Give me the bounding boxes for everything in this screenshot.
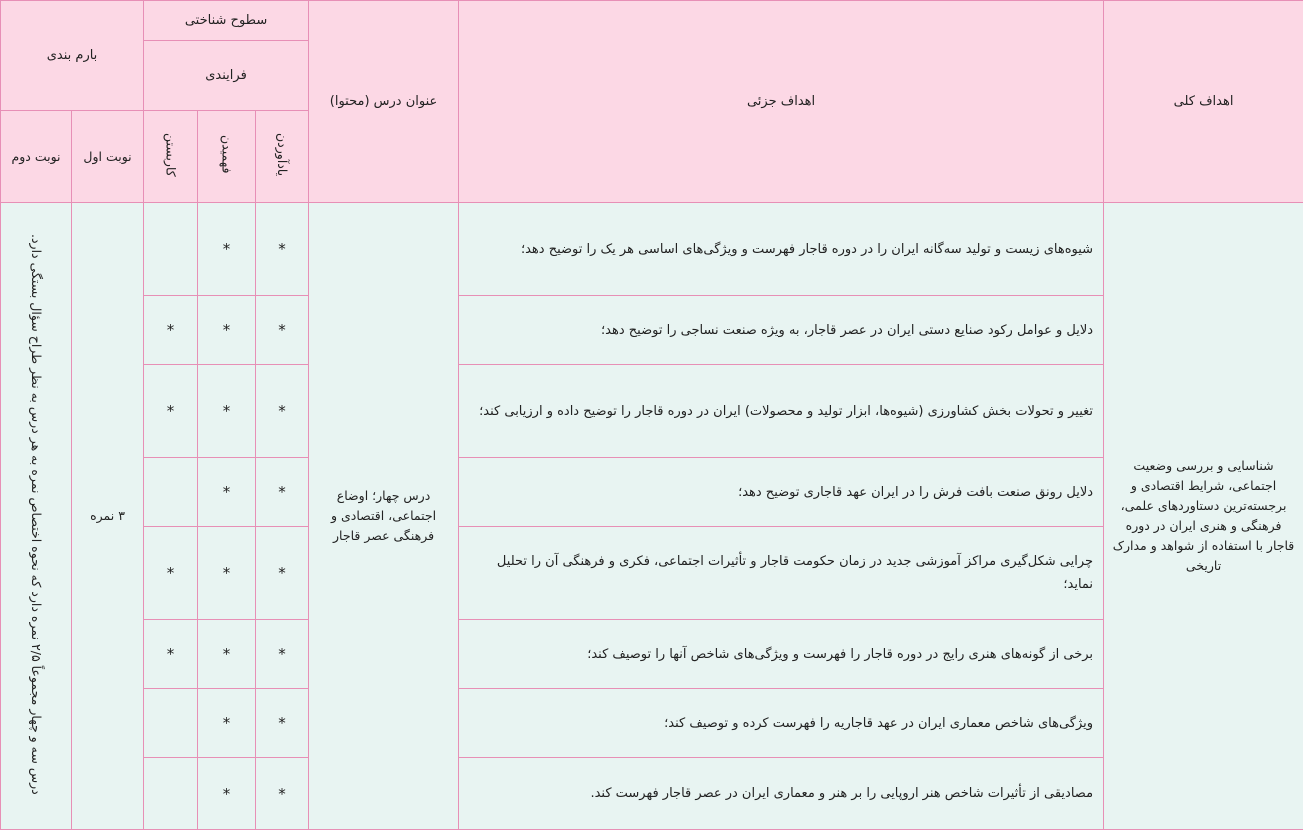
- general-goals-header: اهداف کلی: [1104, 1, 1303, 203]
- objective-8: مصادیقی از تأثیرات شاخص هنر اروپایی را بر هنر و معماری ایران در عصر قاجار فهرست کند.: [459, 758, 1104, 830]
- lesson-cell: درس چهار؛ اوضاع اجتماعی، اقتصادی و فرهنگی عصر قاجار: [309, 203, 459, 830]
- understand-mark-3: *: [198, 365, 256, 458]
- cognitive-levels-header: سطوح شناختی: [144, 1, 309, 41]
- apply-mark-4: [144, 458, 198, 527]
- understand-header: [198, 111, 256, 203]
- second-term-header: نوبت دوم: [1, 111, 72, 203]
- understand-mark-2: *: [198, 296, 256, 365]
- first-term-header: نوبت اول: [72, 111, 144, 203]
- objective-3: تغییر و تحولات بخش کشاورزی (شیوه‌ها، ابزار تولید و محصولات) ایران در دوره قاجار را توضیح داده و ارزیابی کند؛: [459, 365, 1104, 458]
- general-goal-cell: شناسایی و بررسی وضعیت اجتماعی، شرایط اقتصادی و برجسته‌ترین دستاوردهای علمی، فرهنگی و هنری ایران در دوره قاجار با استفاده از شواهد و مدارک تاریخی: [1104, 203, 1303, 830]
- remember-mark-3: *: [256, 365, 309, 458]
- apply-label: کاربستن: [163, 132, 179, 177]
- understand-mark-7: *: [198, 689, 256, 758]
- remember-mark-6: *: [256, 620, 309, 689]
- remember-mark-7: *: [256, 689, 309, 758]
- understand-mark-1: *: [198, 203, 256, 296]
- understand-mark-4: *: [198, 458, 256, 527]
- understand-mark-8: *: [198, 758, 256, 830]
- apply-mark-7: [144, 689, 198, 758]
- second-term-note: درس سه و چهار مجموعاً ۲/۵ نمره دارد که نحوه اختصاص نمره به هر درس به نظر طراح سؤال بستگی دارد.: [29, 233, 44, 795]
- objective-5: چرایی شکل‌گیری مراکز آموزشی جدید در زمان حکومت قاجار و تأثیرات اجتماعی، فکری و فرهنگی آن را تحلیل نماید؛: [459, 527, 1104, 620]
- sub-goals-header: اهداف جزئی: [459, 1, 1104, 203]
- apply-mark-2: *: [144, 296, 198, 365]
- lesson-title-header: عنوان درس (محتوا): [309, 1, 459, 203]
- remember-mark-2: *: [256, 296, 309, 365]
- apply-header: [144, 111, 198, 203]
- understand-mark-6: *: [198, 620, 256, 689]
- apply-mark-8: [144, 758, 198, 830]
- process-header: فرایندی: [144, 41, 309, 111]
- objective-2: دلایل و عوامل رکود صنایع دستی ایران در عصر قاجار، به ویژه صنعت نساجی را توضیح دهد؛: [459, 296, 1104, 365]
- second-term-note-cell: [1, 203, 72, 830]
- objective-6: برخی از گونه‌های هنری رایج در دوره قاجار را فهرست و ویژگی‌های شاخص آنها را توصیف کند؛: [459, 620, 1104, 689]
- first-term-score: ۳ نمره: [72, 203, 144, 830]
- remember-label: یادآوردن: [275, 132, 291, 177]
- scoring-header: بارم بندی: [1, 1, 144, 111]
- objective-1: شیوه‌های زیست و تولید سه‌گانه ایران را در دوره قاجار فهرست و ویژگی‌های اساسی هر یک را توضیح دهد؛: [459, 203, 1104, 296]
- apply-mark-5: *: [144, 527, 198, 620]
- apply-mark-3: *: [144, 365, 198, 458]
- remember-mark-8: *: [256, 758, 309, 830]
- apply-mark-1: [144, 203, 198, 296]
- remember-mark-1: *: [256, 203, 309, 296]
- understand-label: فهمیدن: [219, 135, 235, 174]
- remember-header: [256, 111, 309, 203]
- understand-mark-5: *: [198, 527, 256, 620]
- apply-mark-6: *: [144, 620, 198, 689]
- remember-mark-4: *: [256, 458, 309, 527]
- remember-mark-5: *: [256, 527, 309, 620]
- objective-7: ویژگی‌های شاخص معماری ایران در عهد قاجاریه را فهرست کرده و توصیف کند؛: [459, 689, 1104, 758]
- objective-4: دلایل رونق صنعت بافت فرش را در ایران عهد قاجاری توضیح دهد؛: [459, 458, 1104, 527]
